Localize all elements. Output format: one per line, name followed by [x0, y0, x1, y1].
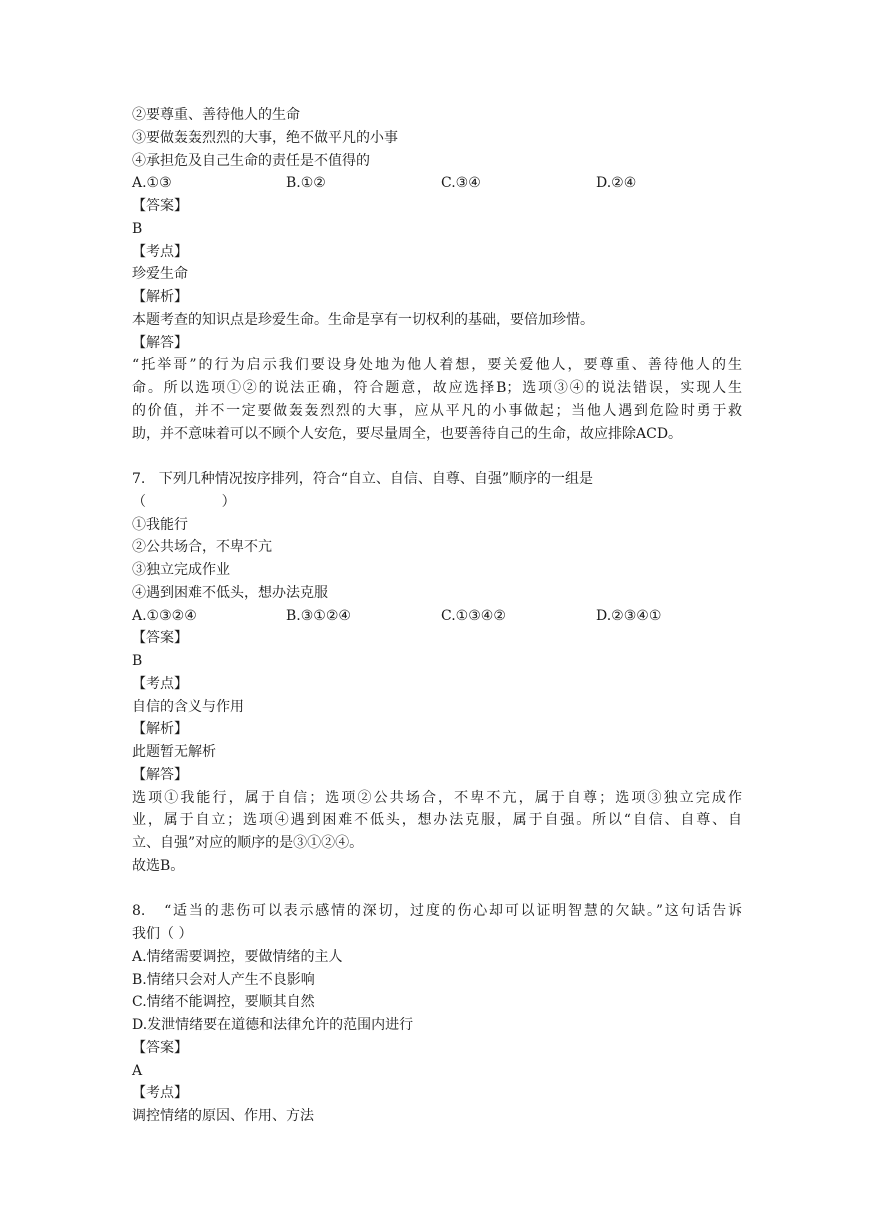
answer-heading: 【答案】 [132, 630, 188, 647]
kaodian-value: 珍爱生命 [132, 266, 188, 283]
option-row [132, 172, 742, 195]
kaodian-value: 调控情绪的原因、作用、方法 [132, 1108, 314, 1124]
kaodian-heading: 【考点】 [132, 243, 188, 260]
answer-value: B [132, 220, 143, 237]
jieda-text-line: 业，属于自立；选项④遇到困难不低头，想办法克服，属于自强。所以“自信、自尊、自 [132, 812, 742, 829]
statement: ②要尊重、善待他人的生命 [132, 107, 300, 123]
jieda-text-line: 的价值，并不一定要做轰轰烈烈的大事，应从平凡的小事做起；当他人遇到危险时勇于救 [132, 402, 742, 419]
option-a: A.情绪需要调控，要做情绪的主人 [132, 948, 343, 965]
option-d: D.发泄情绪要在道德和法律允许的范围内进行 [132, 1017, 414, 1033]
statement: ④遇到困难不低头，想办法克服 [132, 584, 328, 601]
answer-parentheses: （ ） [132, 493, 236, 510]
statement: ③独立完成作业 [132, 562, 230, 578]
option-c: C.①③④② [441, 607, 506, 624]
option-b: B.①② [286, 175, 326, 192]
option-d: D.②④ [596, 175, 637, 192]
kaodian-value: 自信的含义与作用 [132, 698, 244, 715]
jieda-text-line: 故选B。 [132, 857, 185, 874]
statement: ④承担危及自己生命的责任是不值得的 [132, 152, 370, 169]
kaodian-heading: 【考点】 [132, 1085, 188, 1102]
jiexi-heading: 【解析】 [132, 289, 188, 305]
jieda-text-line: 命。所以选项①②的说法正确，符合题意，故应选择B；选项③④的说法错误，实现人生 [132, 380, 742, 396]
statement: ②公共场合，不卑不亢 [132, 539, 272, 556]
jieda-heading: 【解答】 [132, 334, 188, 351]
jieda-heading: 【解答】 [132, 766, 188, 783]
jiexi-text: 此题暂无解析 [132, 744, 216, 760]
statement: ③要做轰轰烈烈的大事，绝不做平凡的小事 [132, 129, 398, 146]
option-b: B.③①②④ [286, 607, 351, 624]
jieda-text-line: “托举哥”的行为启示我们要设身处地为他人着想，要关爱他人，要尊重、善待他人的生 [132, 357, 742, 374]
jieda-text-line: 选项①我能行，属于自信；选项②公共场合，不卑不亢，属于自尊；选项③独立完成作 [132, 789, 742, 806]
option-d: D.②③④① [596, 607, 662, 624]
kaodian-heading: 【考点】 [132, 675, 188, 692]
answer-value: B [132, 653, 143, 669]
statement: ①我能行 [132, 516, 188, 533]
spacer [132, 445, 742, 468]
option-row [132, 605, 742, 628]
option-c: C.③④ [441, 175, 481, 192]
question-8-stem: 我们（ ） [132, 926, 193, 942]
answer-value: A [132, 1062, 143, 1079]
jieda-text-line: 立、自强”对应的顺序的是③①②④。 [132, 835, 364, 851]
question-7-stem: 7. 下列几种情况按序排列，符合“自立、自信、自尊、自强”顺序的一组是 [132, 471, 594, 487]
option-a: A.①③ [132, 175, 172, 192]
document-page [132, 104, 742, 1128]
jiexi-heading: 【解析】 [132, 721, 188, 738]
jiexi-text: 本题考查的知识点是珍爱生命。生命是享有一切权利的基础，要倍加珍惜。 [132, 311, 594, 328]
option-a: A.①③②④ [132, 607, 197, 624]
option-b: B.情绪只会对人产生不良影响 [132, 971, 315, 988]
option-c: C.情绪不能调控，要顺其自然 [132, 994, 315, 1011]
spacer [132, 878, 742, 901]
question-8-stem: 8. “适当的悲伤可以表示感情的深切，过度的伤心却可以证明智慧的欠缺。”这句话告诉 [132, 903, 742, 920]
jieda-text-line: 助，并不意味着可以不顾个人安危，要尽量周全，也要善待自己的生命，故应排除ACD。 [132, 425, 683, 442]
answer-heading: 【答案】 [132, 198, 188, 214]
answer-heading: 【答案】 [132, 1039, 188, 1056]
